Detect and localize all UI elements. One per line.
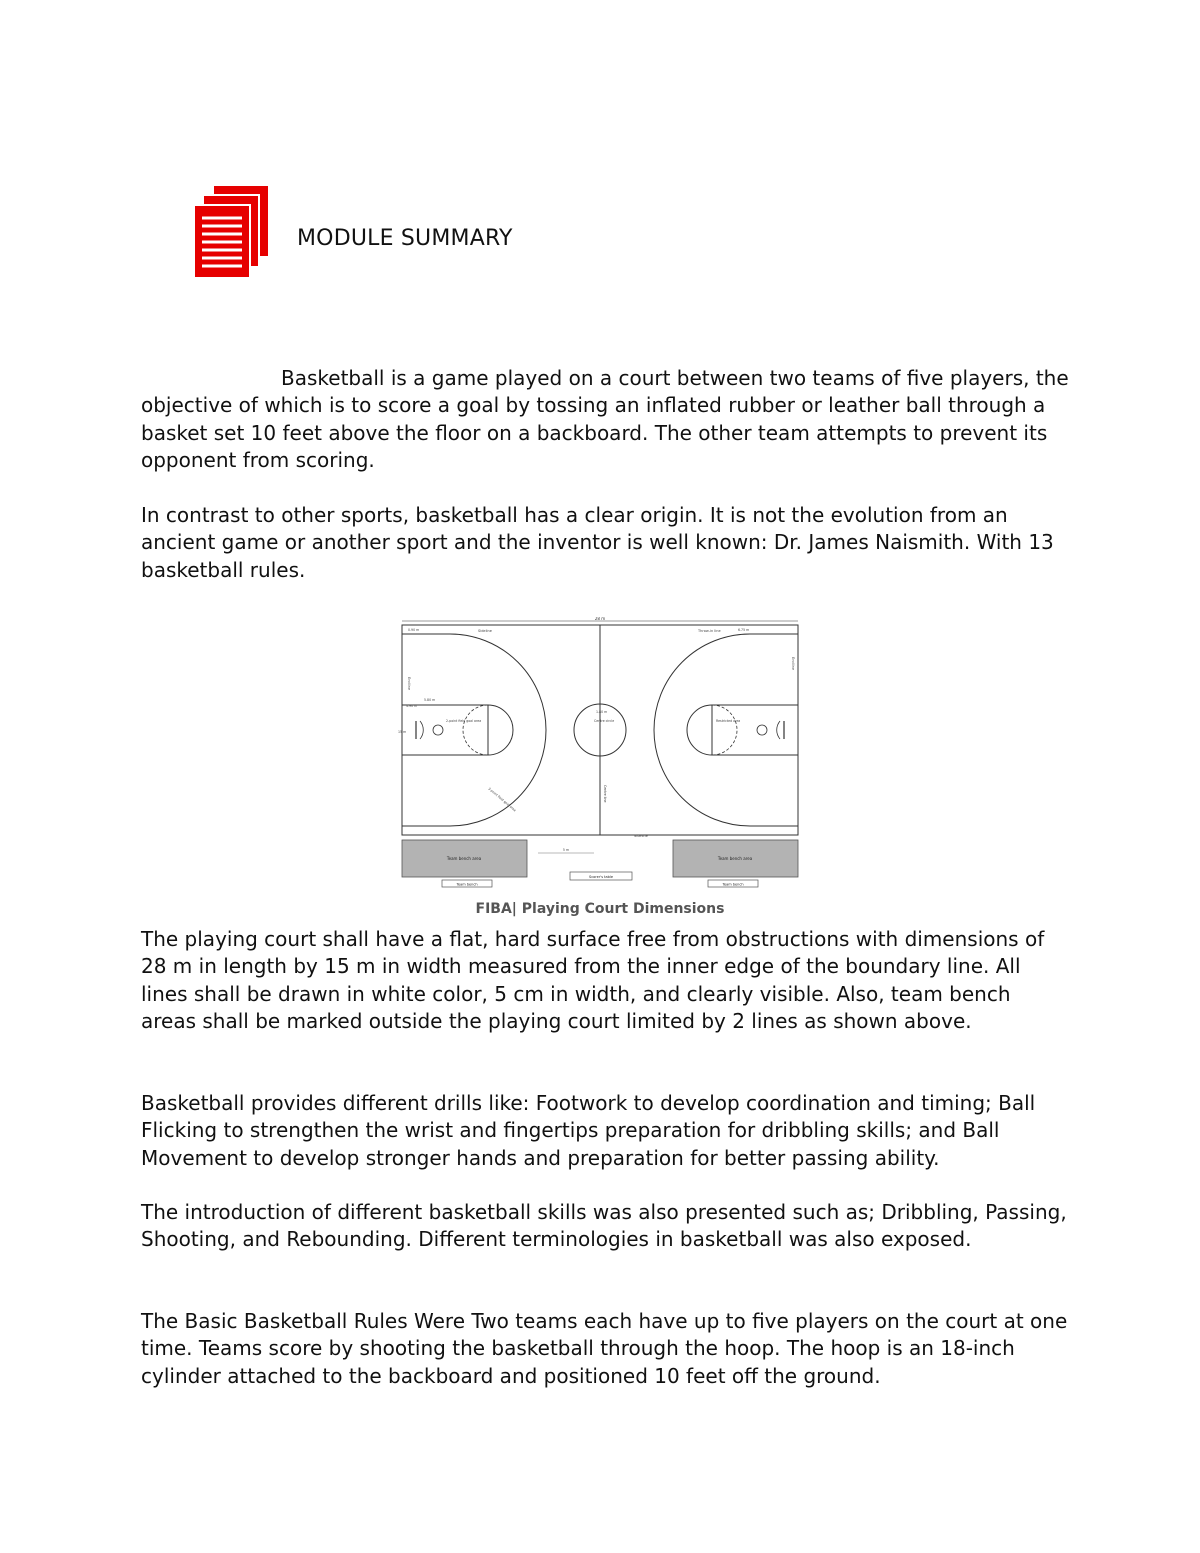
sideline-label-left: Sideline (478, 629, 492, 633)
paragraph-skills: The introduction of different basketball skills was also presented such as; Dribbling, Passing, Shooting, and Rebounding. Different terminologies in basketball was also exposed. (141, 1200, 1067, 1252)
paragraph-drills: Basketball provides different drills like: Footwork to develop coordination and timing; Ball Flicking to strengthen the wrist and fingertips preparation for dribbling skills; and Ball Movement to develop stronger hands and preparation for better passing ability. (141, 1091, 1036, 1170)
ft-distance-label: 5.80 m (424, 698, 436, 702)
two-point-label: 2-point field goal area (446, 719, 482, 723)
three-pt-radius-label: 6.75 m (738, 628, 750, 632)
team-bench-left-label: Team bench (456, 882, 478, 887)
documents-icon (193, 185, 271, 279)
centre-circle-label: Centre circle (594, 719, 615, 723)
team-bench-area-left-label: Team bench area (446, 856, 482, 861)
team-bench-area-right-label: Team bench area (717, 856, 753, 861)
endline-label-left: Endline (407, 677, 411, 690)
paragraph-origin: In contrast to other sports, basketball has a clear origin. It is not the evolution from an ancient game or another sport and the inventor is well known: Dr. James Naismith. With 13 basketball rules. (141, 503, 1054, 582)
ft-width-label: 4.90 m (406, 704, 418, 708)
paragraph-intro: Basketball is a game played on a court between two teams of five players, the objective of which is to score a goal by tossing an inflated rubber or leather ball through a basket set 10 feet above the floor on a backboard. The other team attempts to prevent its opponent from scoring. (141, 366, 1069, 473)
substitution-distance-label: 5 m (562, 848, 570, 852)
module-title: MODULE SUMMARY (297, 226, 513, 251)
team-bench-right-label: Team bench (722, 882, 744, 887)
court-width-label: 15 m (398, 730, 407, 734)
throw-in-label: Throw-in line (698, 629, 721, 633)
sideline-label-bottom: Sideline (634, 834, 648, 838)
centre-line-label: Centre line (603, 785, 607, 803)
court-diagram (398, 617, 802, 897)
court-length-label: 28 m (594, 617, 606, 621)
scorers-table-label: Scorer's table (588, 875, 614, 879)
three-point-area-label: 3-point field goal area (487, 786, 517, 813)
restricted-area-label: Restricted area (716, 719, 741, 723)
figure-caption: FIBA| Playing Court Dimensions (475, 901, 725, 917)
corner-label: 0.90 m (408, 628, 420, 632)
endline-label-right: Endline (791, 657, 795, 670)
paragraph-rules: The Basic Basketball Rules Were Two teams each have up to five players on the court at one time. Teams score by shooting the basketball through the hoop. The hoop is an 18-inch cylinder attached to the backboard and positioned 10 feet off the ground. (141, 1309, 1068, 1388)
centre-radius-label: 1.80 m (596, 710, 608, 714)
paragraph-court: The playing court shall have a flat, hard surface free from obstructions with dimensions of 28 m in length by 15 m in width measured from the inner edge of the boundary line. All lines shall be drawn in white color, 5 cm in width, and clearly visible. Also, team bench areas shall be marked outside the playing court limited by 2 lines as shown above. (141, 927, 1045, 1034)
